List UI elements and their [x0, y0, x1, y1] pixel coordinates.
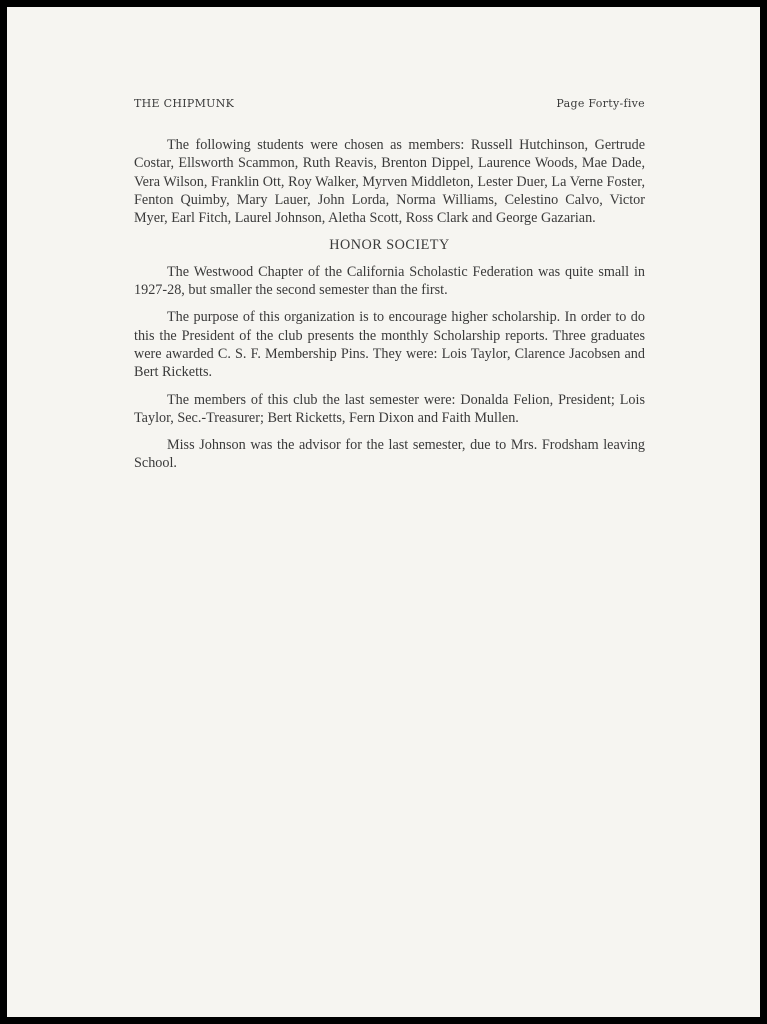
members-paragraph: The following students were chosen as members: Russell Hutchinson, Gertrude Costar, Ellsworth Scammon, Ruth Reavis, Brenton Dippel, Laurence Woods, Mae Dade, Vera Wilson, Franklin Ott, Roy Walker, Myrven Middleton, Lester Duer, La Verne Foster, Fenton Quimby, Mary Lauer, John Lorda, Norma Williams, Celestino Calvo, Victor Myer, Earl Fitch, Laurel Johnson, Aletha Scott, Ross Clark and George Gazarian.	[134, 137, 645, 227]
section-heading: HONOR SOCIETY	[329, 237, 450, 254]
article-body	[134, 136, 645, 482]
page-number: Page Forty-five	[556, 97, 645, 110]
page	[7, 7, 760, 1017]
advisor-paragraph: Miss Johnson was the advisor for the last semester, due to Mrs. Frodsham leaving School.	[134, 437, 645, 472]
chapter-paragraph: The Westwood Chapter of the California Scholastic Federation was quite small in 1927-28, but smaller the second semester than the first.	[134, 263, 645, 299]
officers-paragraph: The members of this club the last semester were: Donalda Felion, President; Lois Taylor, Sec.-Treasurer; Bert Ricketts, Fern Dixon and Faith Mullen.	[134, 391, 645, 426]
purpose-paragraph: The purpose of this organization is to encourage higher scholarship. In order to do this the President of the club presents the monthly Scholarship reports. Three graduates were awarded C. S. F. Membership Pins. They were: Lois Taylor, Clarence Jacobsen and Bert Ricketts.	[134, 309, 645, 381]
publication-title: THE CHIPMUNK	[134, 97, 235, 110]
